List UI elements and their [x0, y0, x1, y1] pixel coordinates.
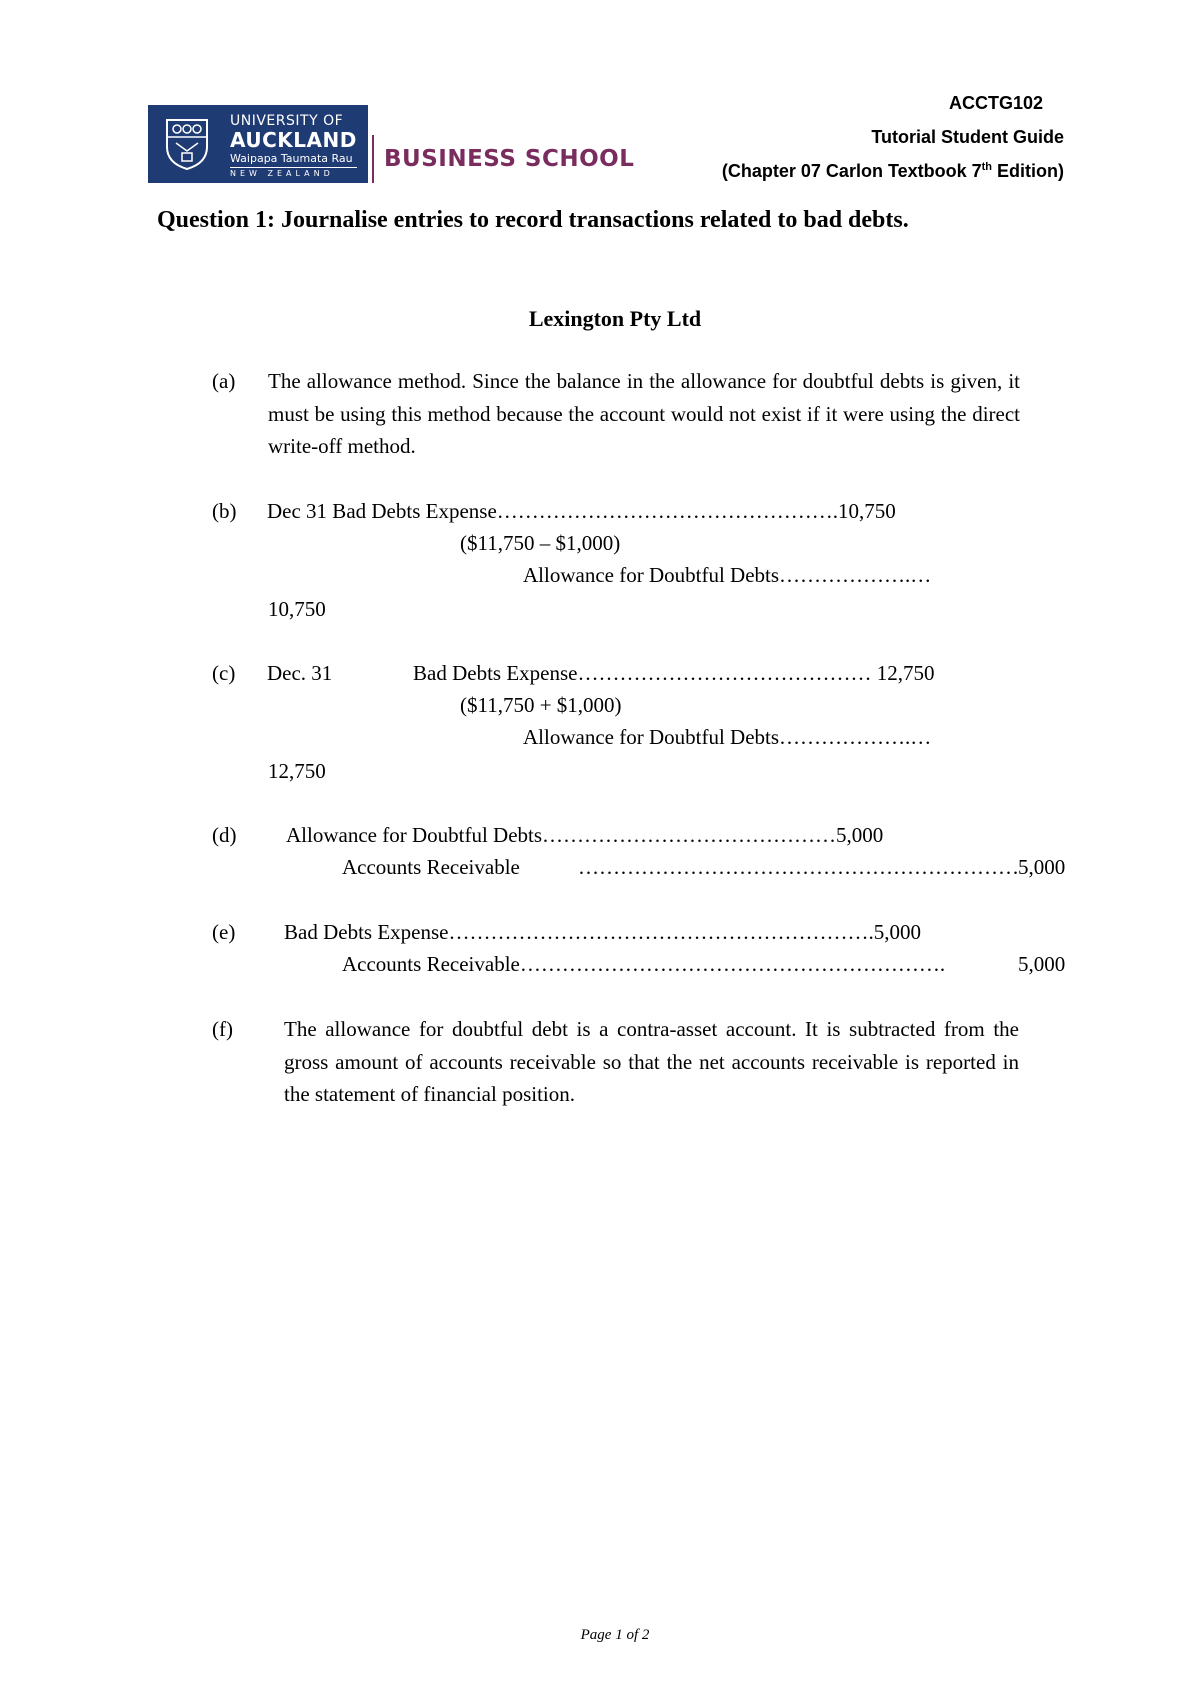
business-school-label: BUSINESS SCHOOL	[384, 146, 635, 172]
chapter-pre: (Chapter 07 Carlon Textbook 7	[721, 161, 982, 181]
item-f-label: (f)	[212, 1017, 233, 1041]
item-c-calc: ($11,750 + $1,000)	[460, 693, 622, 717]
item-c-debit: Bad Debts Expense…………………………………… 12,750	[413, 661, 935, 685]
item-c-label: (c)	[212, 661, 236, 685]
item-d-label: (d)	[212, 823, 237, 847]
question-title: Question 1: Journalise entries to record transactions related to bad debts.	[157, 207, 909, 233]
course-code: ACCTG102	[948, 93, 1043, 113]
item-b-amount: 10,750	[268, 597, 326, 621]
university-line4: NEW ZEALAND	[230, 167, 357, 180]
item-b-credit: Allowance for Doubtful Debts……………….…	[523, 563, 932, 587]
item-b-debit: Dec 31 Bad Debts Expense………………………………………….10,750	[267, 499, 896, 523]
item-d-credit-dots: ………………………………………………………	[578, 855, 1019, 879]
item-e-credit: Accounts Receivable…………………………………………………….	[342, 952, 946, 976]
item-d-credit: Accounts Receivable	[342, 855, 520, 879]
item-f-text: The allowance for doubtful debt is a contra-asset account. It is subtracted from the gross amount of accounts receivable so that the net accounts receivable is reported in the statement of financial position.	[284, 1017, 1019, 1106]
item-c-amount: 12,750	[268, 759, 326, 783]
chapter-post: Edition)	[992, 161, 1064, 181]
logo-divider	[372, 135, 374, 183]
university-logo	[148, 105, 368, 183]
item-a-label: (a)	[212, 369, 236, 393]
chapter-reference	[722, 161, 1064, 182]
guide-title: Tutorial Student Guide	[871, 127, 1064, 147]
item-e-label: (e)	[212, 920, 236, 944]
item-c-date: Dec. 31	[267, 661, 333, 685]
page-number: Page 1 of 2	[580, 1627, 650, 1643]
company-name: Lexington Pty Ltd	[528, 306, 702, 331]
item-b-calc: ($11,750 – $1,000)	[460, 531, 621, 555]
item-d-debit: Allowance for Doubtful Debts……………………………………5,000	[286, 823, 884, 847]
crest-icon	[164, 117, 210, 171]
item-d-credit-amount: 5,000	[1018, 855, 1066, 879]
item-e-debit: Bad Debts Expense…………………………………………………….5,000	[284, 920, 921, 944]
university-line3: Waipapa Taumata Rau	[230, 152, 353, 165]
item-e-credit-amount: 5,000	[1018, 952, 1066, 976]
item-c-credit: Allowance for Doubtful Debts……………….…	[523, 725, 932, 749]
item-b-label: (b)	[212, 499, 237, 523]
university-line1: UNIVERSITY OF	[230, 113, 344, 129]
item-a-text: The allowance method. Since the balance in the allowance for doubtful debts is given, it must be using this method because the account would not exist if it were using the direct write-off method.	[268, 369, 1020, 458]
university-name	[230, 113, 357, 180]
university-line2: AUCKLAND	[230, 128, 357, 152]
chapter-sup: th	[981, 161, 993, 173]
